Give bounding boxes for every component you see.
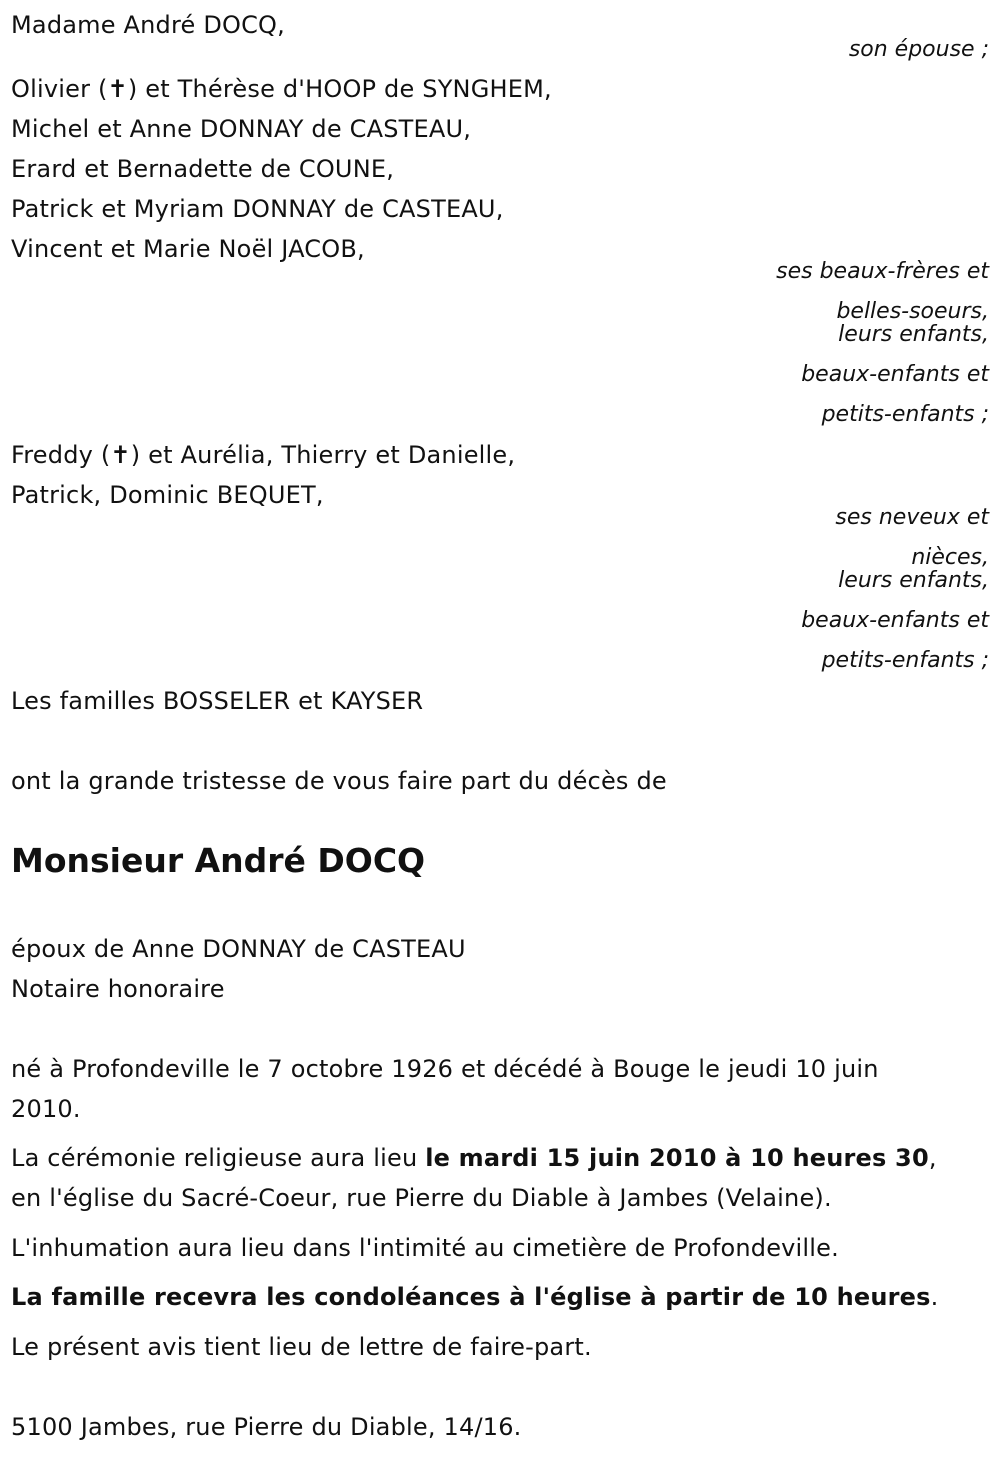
birth-death-line-2: 2010. xyxy=(11,1095,81,1123)
ceremony-date: le mardi 15 juin 2010 à 10 heures 30 xyxy=(425,1144,929,1172)
nephews-line-1: Freddy (✝) et Aurélia, Thierry et Danielle, xyxy=(11,441,516,469)
spouse-of: époux de Anne DONNAY de CASTEAU xyxy=(11,935,466,963)
ceremony-line xyxy=(11,1143,937,1173)
condolences-suffix: . xyxy=(930,1283,939,1311)
birth-death-line-1: né à Profondeville le 7 octobre 1926 et décédé à Bouge le jeudi 10 juin xyxy=(11,1055,879,1083)
in-law-line-3: Erard et Bernadette de COUNE, xyxy=(11,155,395,183)
in-law-line-5: Vincent et Marie Noël JACOB, xyxy=(11,235,365,263)
ceremony-place: en l'église du Sacré-Coeur, rue Pierre du Diable à Jambes (Velaine). xyxy=(11,1184,832,1212)
nephews-line-2: Patrick, Dominic BEQUET, xyxy=(11,481,324,509)
spouse-role: son épouse ; xyxy=(848,37,989,62)
nephews-role-1: ses neveux et xyxy=(835,505,989,530)
other-families: Les familles BOSSELER et KAYSER xyxy=(11,687,424,715)
announcement-intro: ont la grande tristesse de vous faire part du décès de xyxy=(11,767,667,795)
ceremony-prefix: La cérémonie religieuse aura lieu xyxy=(11,1144,426,1172)
nephews-role-3: leurs enfants, xyxy=(838,568,989,593)
nephews-role-2: nièces, xyxy=(911,545,989,570)
in-laws-role-3: leurs enfants, xyxy=(838,322,989,347)
in-laws-role-2: belles-soeurs, xyxy=(836,299,989,324)
ceremony-suffix: , xyxy=(928,1144,937,1172)
notice: Le présent avis tient lieu de lettre de faire-part. xyxy=(11,1333,592,1361)
in-laws-role-5: petits-enfants ; xyxy=(821,402,989,427)
in-laws-role-1: ses beaux-frères et xyxy=(776,259,989,284)
in-law-line-2: Michel et Anne DONNAY de CASTEAU, xyxy=(11,115,472,143)
deceased-name: Monsieur André DOCQ xyxy=(11,841,426,880)
in-law-line-4: Patrick et Myriam DONNAY de CASTEAU, xyxy=(11,195,504,223)
address: 5100 Jambes, rue Pierre du Diable, 14/16. xyxy=(11,1413,522,1441)
burial-info: L'inhumation aura lieu dans l'intimité au cimetière de Profondeville. xyxy=(11,1234,839,1262)
profession: Notaire honoraire xyxy=(11,975,225,1003)
in-law-line-1: Olivier (✝) et Thérèse d'HOOP de SYNGHEM, xyxy=(11,75,552,103)
nephews-role-4: beaux-enfants et xyxy=(801,608,989,633)
in-laws-role-4: beaux-enfants et xyxy=(801,362,989,387)
condolences-info: La famille recevra les condoléances à l'église à partir de 10 heures xyxy=(11,1283,931,1311)
condolences-line xyxy=(11,1282,938,1312)
spouse-name: Madame André DOCQ, xyxy=(11,11,285,39)
nephews-role-5: petits-enfants ; xyxy=(821,648,989,673)
